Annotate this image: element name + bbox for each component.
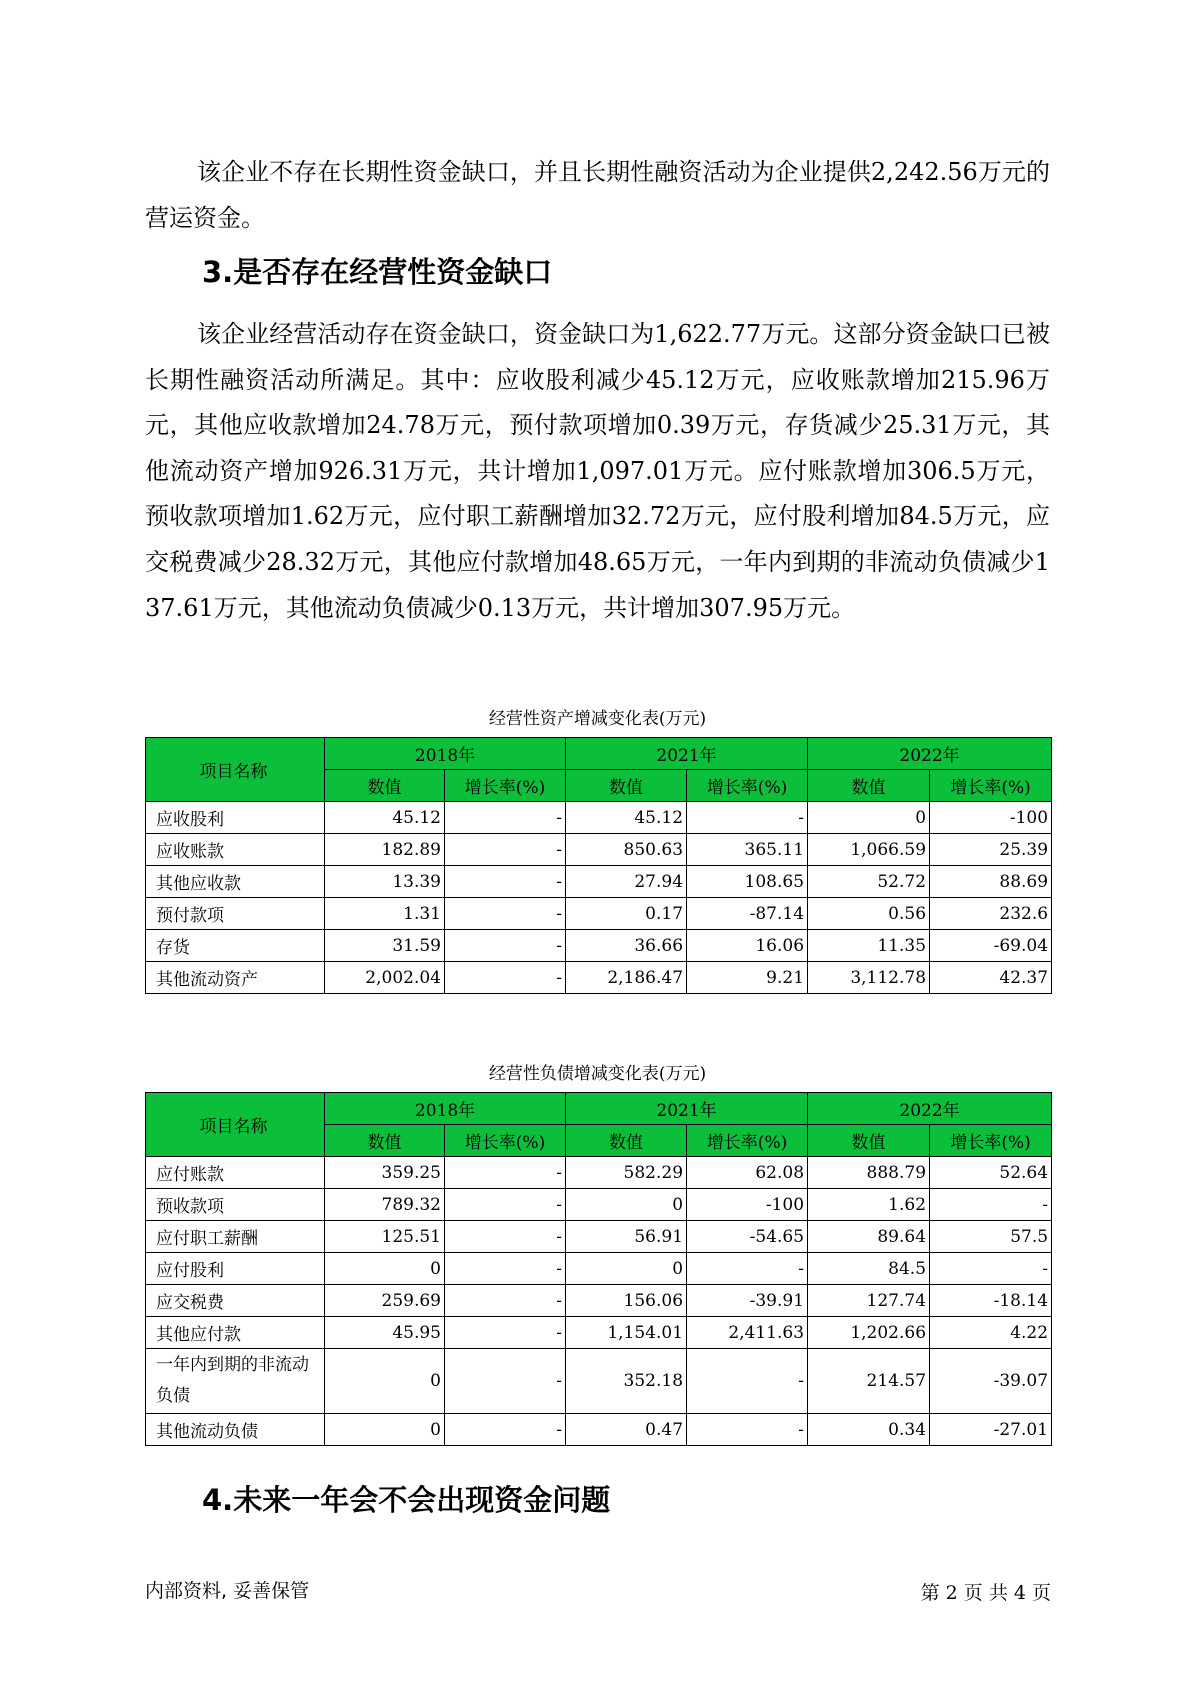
table1-body [146,802,1052,994]
growth-cell: 16.06 [687,930,808,962]
row-item-name: 应付职工薪酬 [146,1221,325,1253]
value-cell: 36.66 [566,930,687,962]
section-heading-4: 4.未来一年会不会出现资金问题 [202,1483,611,1517]
value-cell: 2,186.47 [566,962,687,994]
growth-cell: - [445,1253,566,1285]
growth-cell: 365.11 [687,834,808,866]
growth-cell: - [687,1414,808,1446]
row-item-name: 一年内到期的非流动负债 [146,1349,325,1414]
growth-cell: - [687,802,808,834]
value-cell: 127.74 [808,1285,930,1317]
value-cell: 214.57 [808,1349,930,1414]
value-cell: 0.34 [808,1414,930,1446]
row-item-name: 存货 [146,930,325,962]
value-cell: 2,002.04 [325,962,445,994]
header-growth: 增长率(%) [445,770,566,802]
growth-cell: - [445,1317,566,1349]
growth-cell: -87.14 [687,898,808,930]
value-cell: 3,112.78 [808,962,930,994]
value-cell: 0.17 [566,898,687,930]
growth-cell: -69.04 [930,930,1052,962]
header-growth: 增长率(%) [930,770,1052,802]
table-row [146,1253,1052,1285]
value-cell: 13.39 [325,866,445,898]
growth-cell: -27.01 [930,1414,1052,1446]
growth-cell: -18.14 [930,1285,1052,1317]
growth-cell: 9.21 [687,962,808,994]
header-value: 数值 [566,770,687,802]
table-row [146,1414,1052,1446]
header-growth: 增长率(%) [687,770,808,802]
growth-cell: -39.07 [930,1349,1052,1414]
value-cell: 182.89 [325,834,445,866]
value-cell: 1,202.66 [808,1317,930,1349]
header-growth: 增长率(%) [930,1125,1052,1157]
value-cell: 1,154.01 [566,1317,687,1349]
growth-cell: - [930,1189,1052,1221]
table-row [146,1221,1052,1253]
section-heading-3: 3.是否存在经营性资金缺口 [202,255,553,289]
growth-cell: - [445,834,566,866]
value-cell: 0 [325,1253,445,1285]
growth-cell: - [687,1349,808,1414]
value-cell: 11.35 [808,930,930,962]
table-row [146,930,1052,962]
table2-caption: 经营性负债增减变化表(万元) [488,1064,707,1084]
growth-cell: 4.22 [930,1317,1052,1349]
value-cell: 56.91 [566,1221,687,1253]
header-item-name: 项目名称 [146,1093,325,1157]
header-value: 数值 [808,770,930,802]
table-row [146,802,1052,834]
growth-cell: 62.08 [687,1157,808,1189]
table-row [146,834,1052,866]
growth-cell: - [687,1253,808,1285]
value-cell: 31.59 [325,930,445,962]
header-year-2018: 2018年 [325,1093,566,1125]
value-cell: 0.47 [566,1414,687,1446]
growth-cell: 25.39 [930,834,1052,866]
table-row [146,1157,1052,1189]
growth-cell: 108.65 [687,866,808,898]
value-cell: 850.63 [566,834,687,866]
value-cell: 84.5 [808,1253,930,1285]
header-year-2021: 2021年 [566,738,808,770]
growth-cell: - [445,1349,566,1414]
header-value: 数值 [566,1125,687,1157]
value-cell: 45.12 [566,802,687,834]
value-cell: 45.95 [325,1317,445,1349]
header-growth: 增长率(%) [687,1125,808,1157]
row-item-name: 预收款项 [146,1189,325,1221]
value-cell: 582.29 [566,1157,687,1189]
growth-cell: 57.5 [930,1221,1052,1253]
value-cell: 52.72 [808,866,930,898]
growth-cell: - [445,1189,566,1221]
value-cell: 89.64 [808,1221,930,1253]
value-cell: 1,066.59 [808,834,930,866]
header-value: 数值 [808,1125,930,1157]
row-item-name: 其他应付款 [146,1317,325,1349]
operating-liabilities-table [145,1092,1052,1446]
value-cell: 789.32 [325,1189,445,1221]
growth-cell: 88.69 [930,866,1052,898]
growth-cell: - [445,1414,566,1446]
table-row [146,898,1052,930]
growth-cell: 2,411.63 [687,1317,808,1349]
row-item-name: 预付款项 [146,898,325,930]
growth-cell: - [445,898,566,930]
row-item-name: 其他流动资产 [146,962,325,994]
value-cell: 359.25 [325,1157,445,1189]
value-cell: 0 [325,1349,445,1414]
value-cell: 1.62 [808,1189,930,1221]
row-item-name: 应付股利 [146,1253,325,1285]
row-item-name: 应收账款 [146,834,325,866]
header-year-2021: 2021年 [566,1093,808,1125]
footer-page-number: 第 2 页 共 4 页 [920,1582,1051,1604]
growth-cell: - [445,962,566,994]
row-item-name: 其他流动负债 [146,1414,325,1446]
footer-confidential-note: 内部资料, 妥善保管 [145,1580,310,1602]
growth-cell: -39.91 [687,1285,808,1317]
paragraph-operating-gap: 该企业经营活动存在资金缺口，资金缺口为1,622.77万元。这部分资金缺口已被长期性融资活动所满足。其中：应收股利减少45.12万元，应收账款增加215.96万元，其他应收款增加24.78万元，预付款项增加0.39万元，存货减少25.31万元，其他流动资产增加926.31万元，共计增加1,097.01万元。应付账款增加306.5万元，预收款项增加1.62万元，应付职工薪酬增加32.72万元，应付股利增加84.5万元，应交税费减少28.32万元，其他应付款增加48.65万元，一年内到期的非流动负债减少137.61万元，其他流动负债减少0.13万元，共计增加307.95万元。 [145,320,1050,622]
value-cell: 156.06 [566,1285,687,1317]
paragraph-long-term-gap: 该企业不存在长期性资金缺口，并且长期性融资活动为企业提供2,242.56万元的营运资金。 [145,158,1050,232]
value-cell: 0 [808,802,930,834]
growth-cell: 232.6 [930,898,1052,930]
growth-cell: -100 [930,802,1052,834]
operating-assets-table [145,737,1052,994]
table-row [146,1285,1052,1317]
value-cell: 0.56 [808,898,930,930]
header-item-name: 项目名称 [146,738,325,802]
value-cell: 27.94 [566,866,687,898]
value-cell: 0 [325,1414,445,1446]
table-row [146,1189,1052,1221]
header-value: 数值 [325,770,445,802]
table-row [146,962,1052,994]
row-item-name: 应付账款 [146,1157,325,1189]
growth-cell: 42.37 [930,962,1052,994]
header-year-2022: 2022年 [808,738,1052,770]
row-item-name: 应收股利 [146,802,325,834]
table1-caption: 经营性资产增减变化表(万元) [488,709,707,729]
growth-cell: - [930,1253,1052,1285]
growth-cell: -54.65 [687,1221,808,1253]
header-value: 数值 [325,1125,445,1157]
table-row [146,1349,1052,1414]
row-item-name: 应交税费 [146,1285,325,1317]
growth-cell: - [445,1221,566,1253]
header-year-2018: 2018年 [325,738,566,770]
growth-cell: -100 [687,1189,808,1221]
value-cell: 0 [566,1189,687,1221]
table-row [146,1317,1052,1349]
value-cell: 1.31 [325,898,445,930]
value-cell: 888.79 [808,1157,930,1189]
growth-cell: - [445,866,566,898]
growth-cell: 52.64 [930,1157,1052,1189]
header-growth: 增长率(%) [445,1125,566,1157]
growth-cell: - [445,930,566,962]
growth-cell: - [445,1285,566,1317]
value-cell: 125.51 [325,1221,445,1253]
table2-body [146,1157,1052,1446]
growth-cell: - [445,1157,566,1189]
row-item-name: 其他应收款 [146,866,325,898]
value-cell: 259.69 [325,1285,445,1317]
value-cell: 0 [566,1253,687,1285]
table-row [146,866,1052,898]
value-cell: 45.12 [325,802,445,834]
header-year-2022: 2022年 [808,1093,1052,1125]
value-cell: 352.18 [566,1349,687,1414]
growth-cell: - [445,802,566,834]
